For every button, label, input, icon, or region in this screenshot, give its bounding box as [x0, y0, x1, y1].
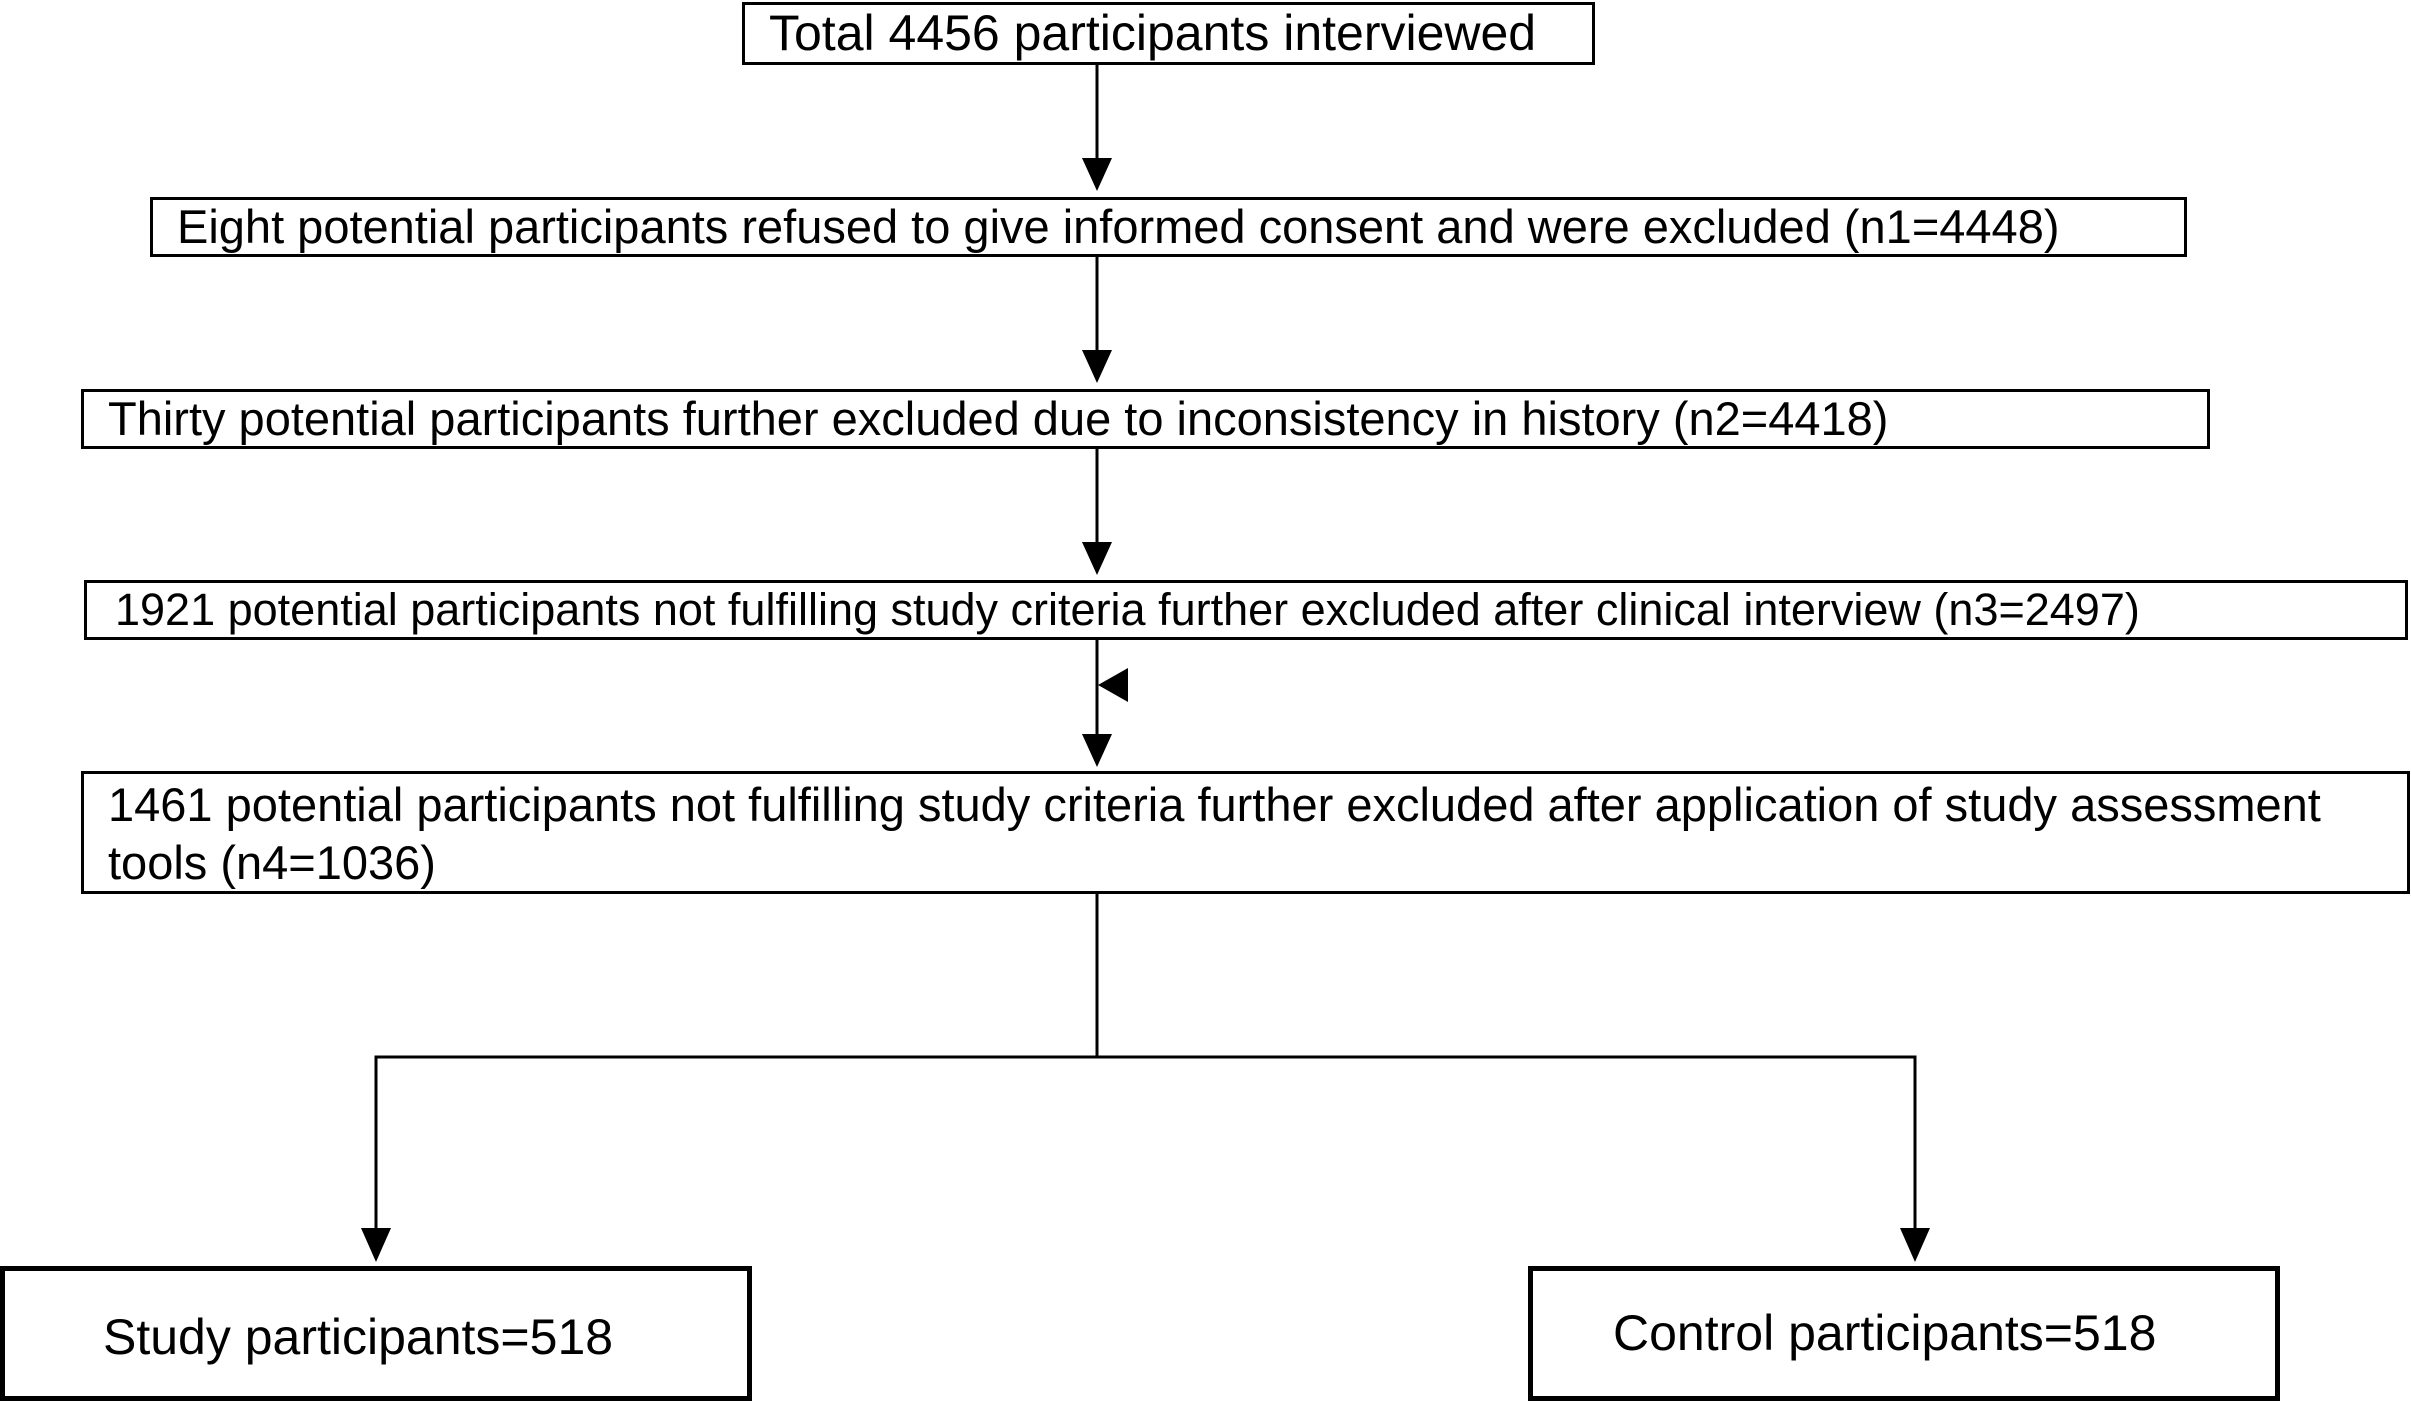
branch-line	[376, 1057, 1915, 1230]
box-text: Control participants=518	[1613, 1305, 2157, 1361]
arrowhead	[361, 1228, 391, 1262]
study-participants-box	[0, 1266, 752, 1401]
arrowhead	[1082, 350, 1112, 383]
arrowhead	[1900, 1228, 1930, 1262]
arrowhead	[1082, 542, 1112, 575]
box-text: Total 4456 participants interviewed	[769, 5, 1537, 61]
clinical-interview-exclusion-box	[84, 580, 2408, 640]
arrowhead	[1082, 158, 1112, 191]
box-text: Thirty potential participants further excluded due to inconsistency in history (n2=4418)	[108, 392, 1889, 445]
assessment-tools-exclusion-box	[81, 771, 2410, 894]
consent-exclusion-box	[150, 197, 2187, 257]
box-text: Eight potential participants refused to give informed consent and were excluded (n1=4448)	[177, 200, 2060, 253]
arrowhead	[1082, 734, 1112, 767]
history-exclusion-box	[81, 389, 2210, 449]
total-participants-box	[742, 2, 1595, 65]
box-text: 1461 potential participants not fulfilling study criteria further excluded after application of study assessment tools (n4=1036)	[108, 778, 2321, 889]
stray-arrowhead	[1098, 668, 1128, 702]
control-participants-box	[1528, 1266, 2280, 1401]
box-text: Study participants=518	[103, 1309, 614, 1365]
box-text: 1921 potential participants not fulfilling study criteria further excluded after clinical interview (n3=2497)	[115, 584, 2140, 635]
